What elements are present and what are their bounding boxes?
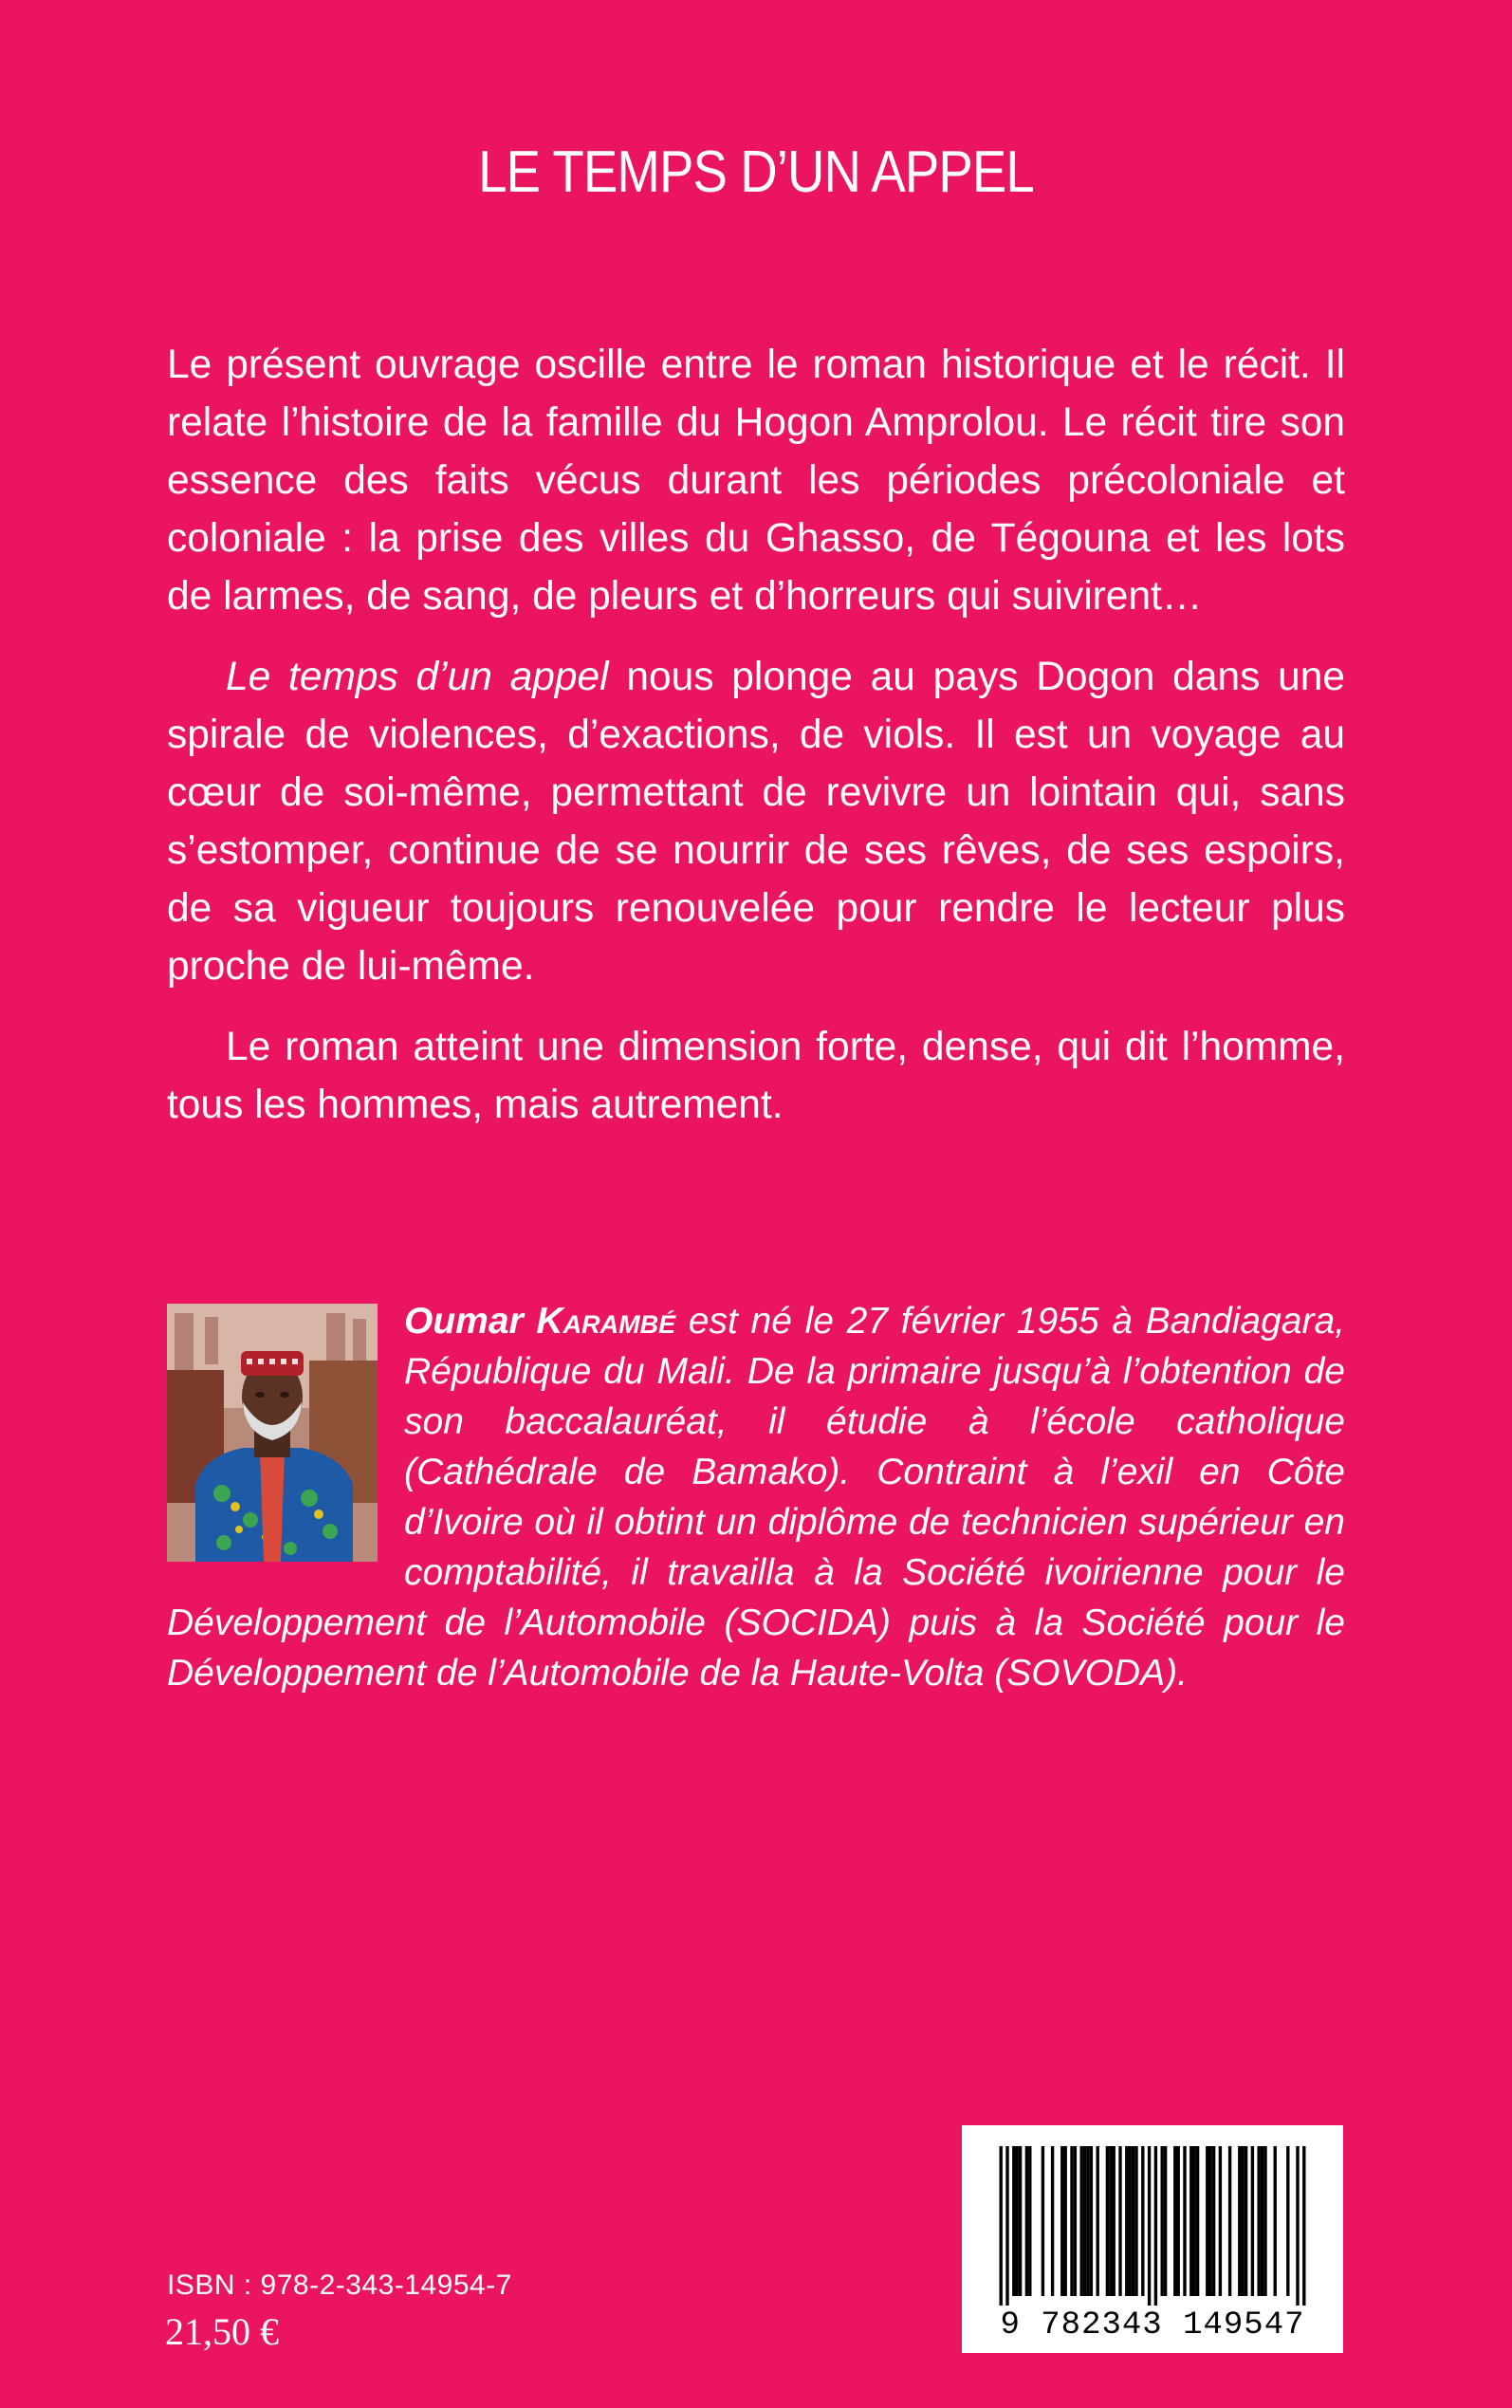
barcode-bar (1028, 2146, 1031, 2296)
author-bio-text: est né le 27 février 1955 à Bandiagara, République du Mali. De la primaire jusqu’à l’obtention de son baccalauréat, il étudie à l’école catholique (Cathédrale de Bamako). Contraint à l’exil en Côte d’Ivoire où il obtint un diplôme de technicien supérieur en comptabilité, il travailla à la Société ivoirienne pour le Développement de l’Automobile (SOCIDA) puis à la Société pour le Développement de l’Automobile de la Haute-Volta (SOVODA). (167, 1301, 1345, 1694)
barcode-bar (1118, 2146, 1121, 2296)
barcode-bar (1129, 2146, 1132, 2296)
barcode-bar (1125, 2146, 1128, 2296)
barcode-bar (1148, 2146, 1151, 2306)
barcode-bar (1109, 2146, 1112, 2296)
barcode (962, 2125, 1343, 2353)
barcode-bar (1212, 2146, 1215, 2296)
barcode-bar (1274, 2146, 1277, 2296)
barcode-bar (1000, 2146, 1003, 2306)
barcode-bar (1173, 2146, 1176, 2296)
barcode-bar (1097, 2146, 1099, 2296)
barcode-bar (1206, 2146, 1208, 2296)
barcode-bar (1161, 2146, 1164, 2296)
barcode-bar (1251, 2146, 1254, 2296)
blurb-book-title: Le temps d’un appel (226, 655, 609, 699)
barcode-bar (1261, 2146, 1263, 2296)
barcode-bar (1070, 2146, 1073, 2296)
barcode-digits: 9 782343 149547 (1000, 2307, 1305, 2343)
barcode-bar (1193, 2146, 1196, 2296)
barcode-bar (1164, 2146, 1167, 2296)
barcode-bar (1209, 2146, 1212, 2296)
barcode-bar (1086, 2146, 1089, 2296)
author-first-name: Oumar (404, 1301, 524, 1342)
barcode-bar (1258, 2146, 1261, 2296)
barcode-bar (1286, 2146, 1289, 2296)
barcode-bar (1228, 2146, 1231, 2296)
blurb-paragraph-1: Le présent ouvrage oscille entre le roman historique et le récit. Il relate l’histoire de la famille du Hogon Amprolou. Le récit tire son essence des faits vécus durant les périodes précoloniale et coloniale : la prise des villes du Ghasso, de Tégouna et les lots de larmes, de sang, de pleurs et d’horreurs qui suivirent… (167, 343, 1345, 619)
barcode-bar (1051, 2146, 1054, 2296)
author-bio-block (167, 1296, 1345, 1698)
book-title: LE TEMPS D’UN APPEL (478, 139, 1034, 205)
barcode-bar (1113, 2146, 1116, 2296)
author-portrait (167, 1304, 378, 1562)
barcode-bar (1019, 2146, 1022, 2296)
barcode-bar (1012, 2146, 1015, 2296)
barcode-bar (1177, 2146, 1180, 2296)
blurb-paragraph-2 (167, 648, 1345, 995)
author-last-name: Karambé (536, 1301, 676, 1342)
barcode-bars (962, 2125, 1343, 2306)
barcode-bar (1296, 2146, 1299, 2306)
barcode-bar (1064, 2146, 1067, 2296)
barcode-bar (1141, 2146, 1144, 2296)
barcode-bar (1183, 2146, 1186, 2296)
barcode-bar (1238, 2146, 1241, 2296)
barcode-bar (1263, 2146, 1266, 2296)
barcode-bar (1154, 2146, 1157, 2306)
barcode-bar (1016, 2146, 1019, 2296)
barcode-bar (1042, 2146, 1044, 2296)
blurb-paragraph-3: Le roman atteint une dimension forte, dense, qui dit l’homme, tous les hommes, mais autrement. (167, 1025, 1345, 1127)
barcode-bar (1106, 2146, 1109, 2296)
barcode-bar (1302, 2146, 1305, 2306)
barcode-bar (1090, 2146, 1093, 2296)
barcode-bar (1219, 2146, 1222, 2296)
barcode-bar (1083, 2146, 1086, 2296)
blurb-paragraph-2-text: nous plonge au pays Dogon dans une spirale de violences, d’exactions, de viols. Il est un voyage au cœur de soi-même, permettant de revivre un lointain qui, sans s’estomper, continue de se nourrir de ses rêves, de ses espoirs, de sa vigueur toujours renouvelée pour rendre le lecteur plus proche de lui-même. (167, 655, 1345, 989)
barcode-bar (1080, 2146, 1083, 2296)
price: 21,50 € (165, 2310, 279, 2353)
barcode-bar (1134, 2146, 1137, 2296)
barcode-bar (1196, 2146, 1199, 2296)
back-cover-blurb (167, 336, 1345, 1157)
barcode-bar (1242, 2146, 1245, 2296)
barcode-bar (1025, 2146, 1028, 2296)
barcode-bar (1189, 2146, 1192, 2296)
isbn: ISBN : 978-2-343-14954-7 (167, 2269, 512, 2301)
barcode-bar (1245, 2146, 1247, 2296)
barcode-bar (1005, 2146, 1008, 2306)
barcode-bar (1060, 2146, 1063, 2296)
barcode-bar (1132, 2146, 1134, 2296)
barcode-bar (1074, 2146, 1077, 2296)
